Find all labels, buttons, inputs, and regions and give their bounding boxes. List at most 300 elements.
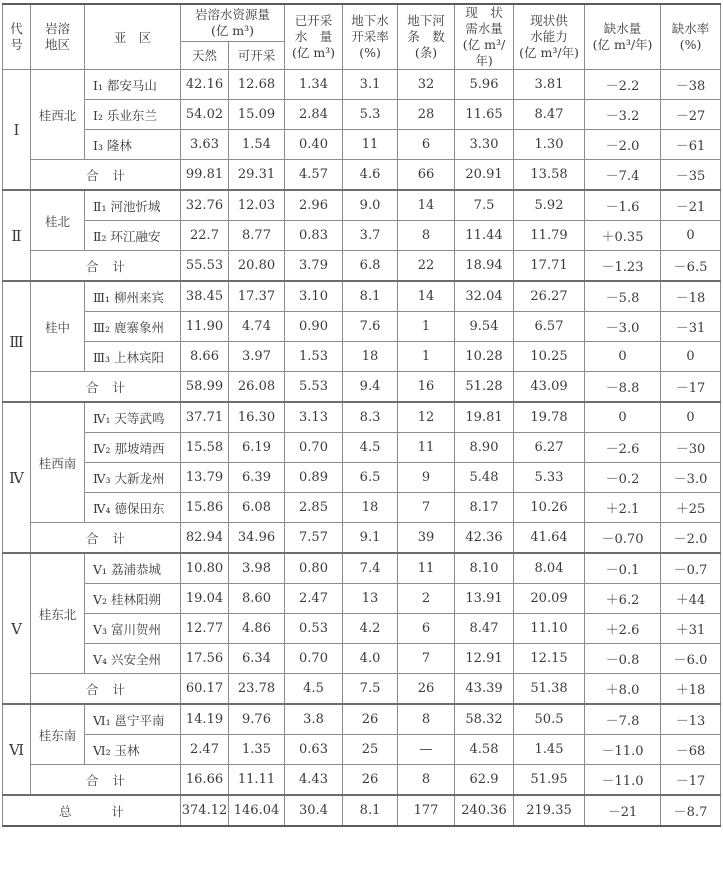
shortage-rate-cell: 0 [661,402,721,433]
rivers-cell: 66 [398,160,455,191]
natural-cell: 19.04 [181,584,229,614]
exploit-rate-cell: 9.1 [343,523,398,554]
demand-cell: 51.28 [455,372,514,403]
natural-cell: 58.99 [181,372,229,403]
demand-cell: 42.36 [455,523,514,554]
supply-cell: 3.81 [514,70,585,100]
table-row [3,312,721,342]
natural-cell: 99.81 [181,160,229,191]
exploitable-cell: 15.09 [229,100,285,130]
subarea-name: Ⅵ₂ 玉林 [85,735,181,765]
supply-cell: 8.47 [514,100,585,130]
demand-cell: 19.81 [455,402,514,433]
karst-area-name: 桂东北 [31,553,85,674]
shortage-cell: －8.8 [585,372,661,403]
shortage-rate-cell: －68 [661,735,721,765]
subarea-name: Ⅴ₂ 桂林阳朔 [85,584,181,614]
supply-cell: 17.71 [514,251,585,282]
shortage-cell: －1.23 [585,251,661,282]
rivers-cell: 12 [398,402,455,433]
karst-area-name: 桂东南 [31,704,85,765]
subtotal-label: 合计 [31,372,181,403]
region-code: Ⅰ [3,70,31,191]
exploited-cell: 4.5 [285,674,343,705]
supply-cell: 51.38 [514,674,585,705]
rivers-cell: 28 [398,100,455,130]
exploitable-cell: 23.78 [229,674,285,705]
demand-cell: 8.90 [455,433,514,463]
exploitable-cell: 34.96 [229,523,285,554]
grand-total-row [3,795,721,826]
shortage-rate-cell: －17 [661,372,721,403]
natural-cell: 22.7 [181,221,229,251]
shortage-rate-cell: －6.0 [661,644,721,674]
exploitable-cell: 1.54 [229,130,285,160]
shortage-rate-cell: ＋18 [661,674,721,705]
shortage-rate-cell: －38 [661,70,721,100]
exploit-rate-cell: 18 [343,342,398,372]
table-row [3,402,721,433]
subtotal-row [3,160,721,191]
supply-cell: 1.30 [514,130,585,160]
shortage-rate-cell: 0 [661,342,721,372]
rivers-cell: 2 [398,584,455,614]
table-row [3,493,721,523]
rivers-cell: 11 [398,553,455,584]
natural-cell: 10.80 [181,553,229,584]
exploited-cell: 3.13 [285,402,343,433]
demand-cell: 3.30 [455,130,514,160]
demand-cell: 18.94 [455,251,514,282]
region-code: Ⅵ [3,704,31,795]
shortage-cell: －7.4 [585,160,661,191]
natural-cell: 42.16 [181,70,229,100]
supply-cell: 6.27 [514,433,585,463]
supply-cell: 6.57 [514,312,585,342]
subarea-name: Ⅳ₄ 德保田东 [85,493,181,523]
demand-cell: 43.39 [455,674,514,705]
table-row [3,100,721,130]
subtotal-row [3,372,721,403]
rivers-cell: 7 [398,644,455,674]
supply-cell: 20.09 [514,584,585,614]
exploit-rate-cell: 18 [343,493,398,523]
shortage-cell: －7.8 [585,704,661,735]
exploit-rate-cell: 11 [343,130,398,160]
shortage-cell: －11.0 [585,765,661,796]
shortage-rate-cell: －0.7 [661,553,721,584]
demand-cell: 62.9 [455,765,514,796]
rivers-cell: 8 [398,221,455,251]
exploited-cell: 0.89 [285,463,343,493]
natural-cell: 17.56 [181,644,229,674]
header-demand: 现 状 需水量 (亿 m³/年) [455,4,514,70]
subarea-name: Ⅰ₁ 都安马山 [85,70,181,100]
exploitable-cell: 3.97 [229,342,285,372]
supply-cell: 12.15 [514,644,585,674]
karst-area-name: 桂北 [31,190,85,251]
subtotal-label: 合计 [31,765,181,796]
exploit-rate-cell: 5.3 [343,100,398,130]
supply-cell: 41.64 [514,523,585,554]
region-code: Ⅳ [3,402,31,553]
exploitable-cell: 16.30 [229,402,285,433]
rivers-cell: 39 [398,523,455,554]
exploitable-cell: 11.11 [229,765,285,796]
exploit-rate-cell: 6.8 [343,251,398,282]
exploit-rate-cell: 6.5 [343,463,398,493]
subtotal-row [3,523,721,554]
subtotal-label: 合计 [31,251,181,282]
exploit-rate-cell: 4.0 [343,644,398,674]
shortage-rate-cell: 0 [661,221,721,251]
natural-cell: 16.66 [181,765,229,796]
table-row [3,553,721,584]
shortage-rate-cell: ＋44 [661,584,721,614]
shortage-rate-cell: －30 [661,433,721,463]
table-row [3,70,721,100]
shortage-rate-cell: －17 [661,765,721,796]
table-row [3,735,721,765]
grand-total-label: 总计 [3,795,181,826]
exploit-rate-cell: 8.3 [343,402,398,433]
supply-cell: 5.92 [514,190,585,221]
shortage-rate-cell: ＋31 [661,614,721,644]
exploited-cell: 3.79 [285,251,343,282]
subarea-name: Ⅴ₃ 富川贺州 [85,614,181,644]
rivers-cell: 14 [398,281,455,312]
shortage-cell: －0.2 [585,463,661,493]
exploit-rate-cell: 3.1 [343,70,398,100]
natural-cell: 82.94 [181,523,229,554]
shortage-rate-cell: －3.0 [661,463,721,493]
natural-cell: 374.12 [181,795,229,826]
exploited-cell: 2.47 [285,584,343,614]
table-wrapper [2,3,721,827]
subarea-name: Ⅰ₂ 乐业东兰 [85,100,181,130]
header-code: 代 号 [3,4,31,70]
natural-cell: 3.63 [181,130,229,160]
exploit-rate-cell: 7.4 [343,553,398,584]
demand-cell: 7.5 [455,190,514,221]
exploitable-cell: 3.98 [229,553,285,584]
rivers-cell: 7 [398,493,455,523]
supply-cell: 11.10 [514,614,585,644]
exploitable-cell: 20.80 [229,251,285,282]
demand-cell: 12.91 [455,644,514,674]
natural-cell: 11.90 [181,312,229,342]
karst-area-name: 桂西南 [31,402,85,523]
demand-cell: 240.36 [455,795,514,826]
exploitable-cell: 6.39 [229,463,285,493]
header-shortage-rate: 缺水率 (%) [661,4,721,70]
header-resource: 岩溶水资源量 (亿 m³) [181,4,285,42]
subarea-name: Ⅲ₃ 上林宾阳 [85,342,181,372]
exploit-rate-cell: 4.6 [343,160,398,191]
supply-cell: 43.09 [514,372,585,403]
demand-cell: 11.44 [455,221,514,251]
shortage-cell: －11.0 [585,735,661,765]
region-code: Ⅴ [3,553,31,704]
rivers-cell: 1 [398,312,455,342]
natural-cell: 38.45 [181,281,229,312]
shortage-cell: 0 [585,342,661,372]
exploited-cell: 30.4 [285,795,343,826]
table-row [3,644,721,674]
region-code: Ⅲ [3,281,31,402]
subarea-name: Ⅲ₂ 鹿寨象州 [85,312,181,342]
subtotal-row [3,765,721,796]
rivers-cell: 1 [398,342,455,372]
rivers-cell: 6 [398,614,455,644]
natural-cell: 14.19 [181,704,229,735]
exploitable-cell: 12.68 [229,70,285,100]
subtotal-label: 合计 [31,160,181,191]
exploitable-cell: 12.03 [229,190,285,221]
demand-cell: 4.58 [455,735,514,765]
subarea-name: Ⅱ₁ 河池忻城 [85,190,181,221]
demand-cell: 8.47 [455,614,514,644]
exploited-cell: 0.63 [285,735,343,765]
demand-cell: 10.28 [455,342,514,372]
rivers-cell: 8 [398,765,455,796]
exploitable-cell: 29.31 [229,160,285,191]
table-row [3,614,721,644]
exploited-cell: 0.53 [285,614,343,644]
subtotal-row [3,251,721,282]
shortage-rate-cell: ＋25 [661,493,721,523]
exploited-cell: 0.90 [285,312,343,342]
header-natural: 天然 [181,42,229,70]
rivers-cell: 26 [398,674,455,705]
exploited-cell: 0.40 [285,130,343,160]
table-row [3,221,721,251]
shortage-rate-cell: －21 [661,190,721,221]
exploitable-cell: 146.04 [229,795,285,826]
exploit-rate-cell: 3.7 [343,221,398,251]
demand-cell: 58.32 [455,704,514,735]
subarea-name: Ⅰ₃ 隆林 [85,130,181,160]
rivers-cell: 11 [398,433,455,463]
exploited-cell: 4.43 [285,765,343,796]
exploit-rate-cell: 8.1 [343,795,398,826]
natural-cell: 55.53 [181,251,229,282]
header-rivers: 地下河 条 数 (条) [398,4,455,70]
exploitable-cell: 6.19 [229,433,285,463]
natural-cell: 15.86 [181,493,229,523]
exploit-rate-cell: 7.6 [343,312,398,342]
table-row [3,130,721,160]
exploit-rate-cell: 7.5 [343,674,398,705]
exploited-cell: 0.70 [285,433,343,463]
supply-cell: 11.79 [514,221,585,251]
supply-cell: 26.27 [514,281,585,312]
subarea-name: Ⅴ₁ 荔浦恭城 [85,553,181,584]
natural-cell: 15.58 [181,433,229,463]
natural-cell: 13.79 [181,463,229,493]
shortage-cell: 0 [585,402,661,433]
demand-cell: 32.04 [455,281,514,312]
subtotal-label: 合计 [31,523,181,554]
supply-cell: 13.58 [514,160,585,191]
exploitable-cell: 8.77 [229,221,285,251]
exploitable-cell: 6.08 [229,493,285,523]
rivers-cell: 16 [398,372,455,403]
karst-area-name: 桂西北 [31,70,85,160]
natural-cell: 8.66 [181,342,229,372]
exploit-rate-cell: 13 [343,584,398,614]
table-row [3,433,721,463]
shortage-cell: －21 [585,795,661,826]
table-row [3,342,721,372]
supply-cell: 1.45 [514,735,585,765]
supply-cell: 219.35 [514,795,585,826]
natural-cell: 60.17 [181,674,229,705]
exploitable-cell: 9.76 [229,704,285,735]
supply-cell: 8.04 [514,553,585,584]
exploitable-cell: 6.34 [229,644,285,674]
shortage-cell: －3.2 [585,100,661,130]
table-row [3,281,721,312]
exploited-cell: 5.53 [285,372,343,403]
subarea-name: Ⅱ₂ 环江融安 [85,221,181,251]
shortage-rate-cell: －18 [661,281,721,312]
shortage-rate-cell: －61 [661,130,721,160]
natural-cell: 37.71 [181,402,229,433]
shortage-cell: ＋2.6 [585,614,661,644]
shortage-cell: －0.70 [585,523,661,554]
rivers-cell: 6 [398,130,455,160]
rivers-cell: 32 [398,70,455,100]
shortage-cell: ＋6.2 [585,584,661,614]
subarea-name: Ⅳ₂ 那坡靖西 [85,433,181,463]
exploited-cell: 3.8 [285,704,343,735]
exploited-cell: 3.10 [285,281,343,312]
exploited-cell: 7.57 [285,523,343,554]
exploit-rate-cell: 4.2 [343,614,398,644]
shortage-cell: －0.8 [585,644,661,674]
supply-cell: 19.78 [514,402,585,433]
exploitable-cell: 8.60 [229,584,285,614]
shortage-rate-cell: －35 [661,160,721,191]
demand-cell: 20.91 [455,160,514,191]
natural-cell: 32.76 [181,190,229,221]
subarea-name: Ⅵ₁ 邕宁平南 [85,704,181,735]
exploitable-cell: 17.37 [229,281,285,312]
demand-cell: 5.48 [455,463,514,493]
subarea-name: Ⅳ₁ 天等武鸣 [85,402,181,433]
exploited-cell: 4.57 [285,160,343,191]
rivers-cell: 8 [398,704,455,735]
exploited-cell: 0.80 [285,553,343,584]
shortage-rate-cell: －8.7 [661,795,721,826]
rivers-cell: 9 [398,463,455,493]
demand-cell: 11.65 [455,100,514,130]
demand-cell: 13.91 [455,584,514,614]
exploit-rate-cell: 9.4 [343,372,398,403]
shortage-cell: －2.0 [585,130,661,160]
exploited-cell: 2.84 [285,100,343,130]
shortage-cell: －5.8 [585,281,661,312]
natural-cell: 2.47 [181,735,229,765]
header-exploitable: 可开采 [229,42,285,70]
table-row [3,463,721,493]
subarea-name: Ⅴ₄ 兴安全州 [85,644,181,674]
rivers-cell: 177 [398,795,455,826]
rivers-cell: 14 [398,190,455,221]
demand-cell: 8.10 [455,553,514,584]
subarea-name: Ⅳ₃ 大新龙州 [85,463,181,493]
shortage-cell: －3.0 [585,312,661,342]
shortage-rate-cell: －6.5 [661,251,721,282]
table-header [3,4,721,70]
demand-cell: 9.54 [455,312,514,342]
natural-cell: 54.02 [181,100,229,130]
table-row [3,704,721,735]
subarea-name: Ⅲ₁ 柳州来宾 [85,281,181,312]
exploitable-cell: 26.08 [229,372,285,403]
supply-cell: 10.26 [514,493,585,523]
exploited-cell: 2.96 [285,190,343,221]
shortage-cell: －1.6 [585,190,661,221]
header-exploit-rate: 地下水 开采率 (%) [343,4,398,70]
shortage-rate-cell: －13 [661,704,721,735]
karst-area-name: 桂中 [31,281,85,372]
exploited-cell: 0.83 [285,221,343,251]
exploit-rate-cell: 9.0 [343,190,398,221]
shortage-rate-cell: －27 [661,100,721,130]
rivers-cell: 22 [398,251,455,282]
shortage-cell: ＋0.35 [585,221,661,251]
header-shortage: 缺水量 (亿 m³/年) [585,4,661,70]
shortage-cell: －2.2 [585,70,661,100]
demand-cell: 8.17 [455,493,514,523]
natural-cell: 12.77 [181,614,229,644]
header-karst-area: 岩溶 地区 [31,4,85,70]
exploit-rate-cell: 8.1 [343,281,398,312]
subtotal-label: 合计 [31,674,181,705]
supply-cell: 50.5 [514,704,585,735]
header-subarea: 亚 区 [85,4,181,70]
exploitable-cell: 4.74 [229,312,285,342]
supply-cell: 5.33 [514,463,585,493]
supply-cell: 51.95 [514,765,585,796]
shortage-cell: －2.6 [585,433,661,463]
exploit-rate-cell: 26 [343,704,398,735]
shortage-cell: ＋2.1 [585,493,661,523]
exploited-cell: 1.34 [285,70,343,100]
karst-water-table [2,3,721,827]
rivers-cell: — [398,735,455,765]
exploitable-cell: 4.86 [229,614,285,644]
table-row [3,190,721,221]
exploit-rate-cell: 25 [343,735,398,765]
exploited-cell: 2.85 [285,493,343,523]
exploit-rate-cell: 4.5 [343,433,398,463]
shortage-cell: ＋8.0 [585,674,661,705]
demand-cell: 5.96 [455,70,514,100]
table-body [3,70,721,827]
header-exploited: 已开采 水 量 (亿 m³) [285,4,343,70]
exploited-cell: 1.53 [285,342,343,372]
shortage-rate-cell: －2.0 [661,523,721,554]
subtotal-row [3,674,721,705]
exploit-rate-cell: 26 [343,765,398,796]
header-supply: 现状供 水能力 (亿 m³/年) [514,4,585,70]
supply-cell: 10.25 [514,342,585,372]
exploitable-cell: 1.35 [229,735,285,765]
exploited-cell: 0.70 [285,644,343,674]
